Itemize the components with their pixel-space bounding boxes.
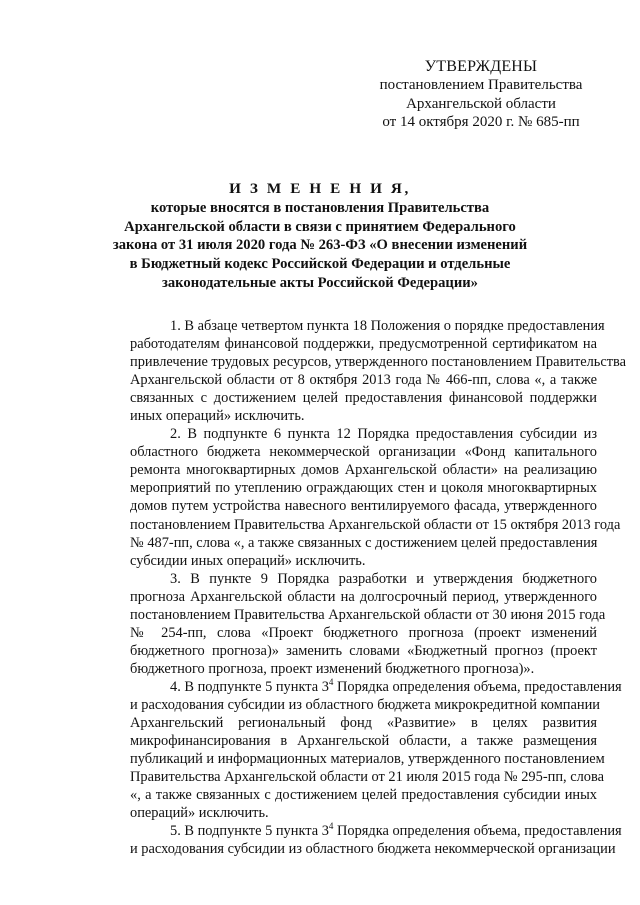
title-line: законодательные акты Российской Федерации» (162, 274, 478, 291)
text-line: 3. В пункте 9 Порядка разработки и утверждения бюджетного (170, 570, 597, 587)
text-line: Архангельской области от 8 октября 2013 года № 466-пп, слова «, а также (130, 372, 597, 389)
text-line: Архангельский региональный фонд «Развитие» в целях развития (130, 715, 597, 732)
text-segment: Порядка определения объема, предоставления (333, 823, 622, 840)
text-line: связанных с достижением целей предоставления финансовой поддержки (130, 390, 597, 407)
text-line: ремонта многоквартирных домов Архангельской области» на реализацию (130, 462, 597, 479)
approval-line: от 14 октября 2020 г. № 685-пп (382, 113, 580, 130)
text-line: привлечение трудовых ресурсов, утвержденного постановлением Правительства (130, 354, 627, 371)
text-line: микрофинансирования в Архангельской области, а также размещения (130, 733, 597, 750)
paragraph-1 (90, 317, 627, 425)
text-line: иных операций» исключить. (130, 408, 305, 425)
text-line: постановлением Правительства Архангельской области от 30 июня 2015 года (130, 606, 606, 623)
text-line: 2. В подпункте 6 пункта 12 Порядка предоставления субсидии из (170, 426, 597, 443)
title-line: закона от 31 июля 2020 года № 263-ФЗ «О внесении изменений (112, 237, 528, 254)
text-line: и расходования субсидии из областного бюджета микрокредитной компании (130, 696, 601, 713)
text-segment: 5. В подпункте 5 пункта 3 (170, 823, 329, 840)
text-line: № 254-пп, слова «Проект бюджетного прогноза (проект изменений (130, 624, 597, 641)
paragraph-2 (90, 425, 621, 569)
title-line: Архангельской области в связи с принятием Федерального (124, 218, 516, 235)
title-line: в Бюджетный кодекс Российской Федерации и отдельные (129, 256, 511, 273)
text-line: бюджетного прогноза, проект изменений бюджетного прогноза)». (130, 660, 535, 677)
text-segment: Порядка определения объема, предоставления (333, 678, 622, 695)
text-line: мероприятий по утеплению ограждающих стен и цоколя многоквартирных (130, 480, 597, 497)
approval-block (372, 58, 590, 131)
text-line: и расходования субсидии из областного бюджета некоммерческой организации (130, 841, 616, 858)
document-title (95, 180, 545, 293)
text-line (90, 676, 622, 696)
text-line: прогноза Архангельской области на долгосрочный период, утвержденного (130, 588, 597, 605)
title-line: которые вносятся в постановления Правительства (150, 199, 490, 216)
text-line: публикаций и информационных материалов, утвержденного постановлением (130, 751, 605, 768)
text-line: постановлением Правительства Архангельской области от 15 октября 2013 года (130, 516, 621, 533)
superscript: 4 (328, 676, 334, 687)
text-segment: 4. В подпункте 5 пункта 3 (170, 678, 329, 695)
text-line: работодателям финансовой поддержки, предусмотренной сертификатом на (130, 336, 597, 353)
text-line: субсидии иных операций» исключить. (130, 552, 366, 569)
document-body (90, 317, 627, 858)
text-line: 1. В абзаце четвертом пункта 18 Положения о порядке предоставления (170, 318, 605, 334)
text-line: № 487-пп, слова «, а также связанных с достижением целей предоставления (130, 534, 598, 551)
text-line: домов путем устройства навесного вентилируемого фасада, утвержденного (130, 498, 597, 515)
approval-heading: УТВЕРЖДЕНЫ (424, 58, 538, 75)
paragraph-3 (90, 570, 606, 678)
text-line: областного бюджета некоммерческой организации «Фонд капитального (130, 444, 597, 461)
approval-line: постановлением Правительства (379, 77, 583, 94)
text-line: операций» исключить. (130, 805, 269, 822)
text-line (90, 821, 622, 840)
text-line: «, а также связанных с достижением целей предоставления субсидии иных (130, 787, 597, 804)
title-heading: И З М Е Н Е Н И Я, (229, 180, 411, 197)
paragraph-5 (90, 821, 622, 858)
text-line: Правительства Архангельской области от 21 июля 2015 года № 295-пп, слова (130, 769, 604, 786)
approval-line: Архангельской области (406, 95, 556, 112)
text-line: бюджетного прогноза)» заменить словами «Бюджетный прогноз (проект (130, 642, 597, 659)
paragraph-4 (90, 676, 622, 822)
superscript: 4 (328, 821, 334, 832)
